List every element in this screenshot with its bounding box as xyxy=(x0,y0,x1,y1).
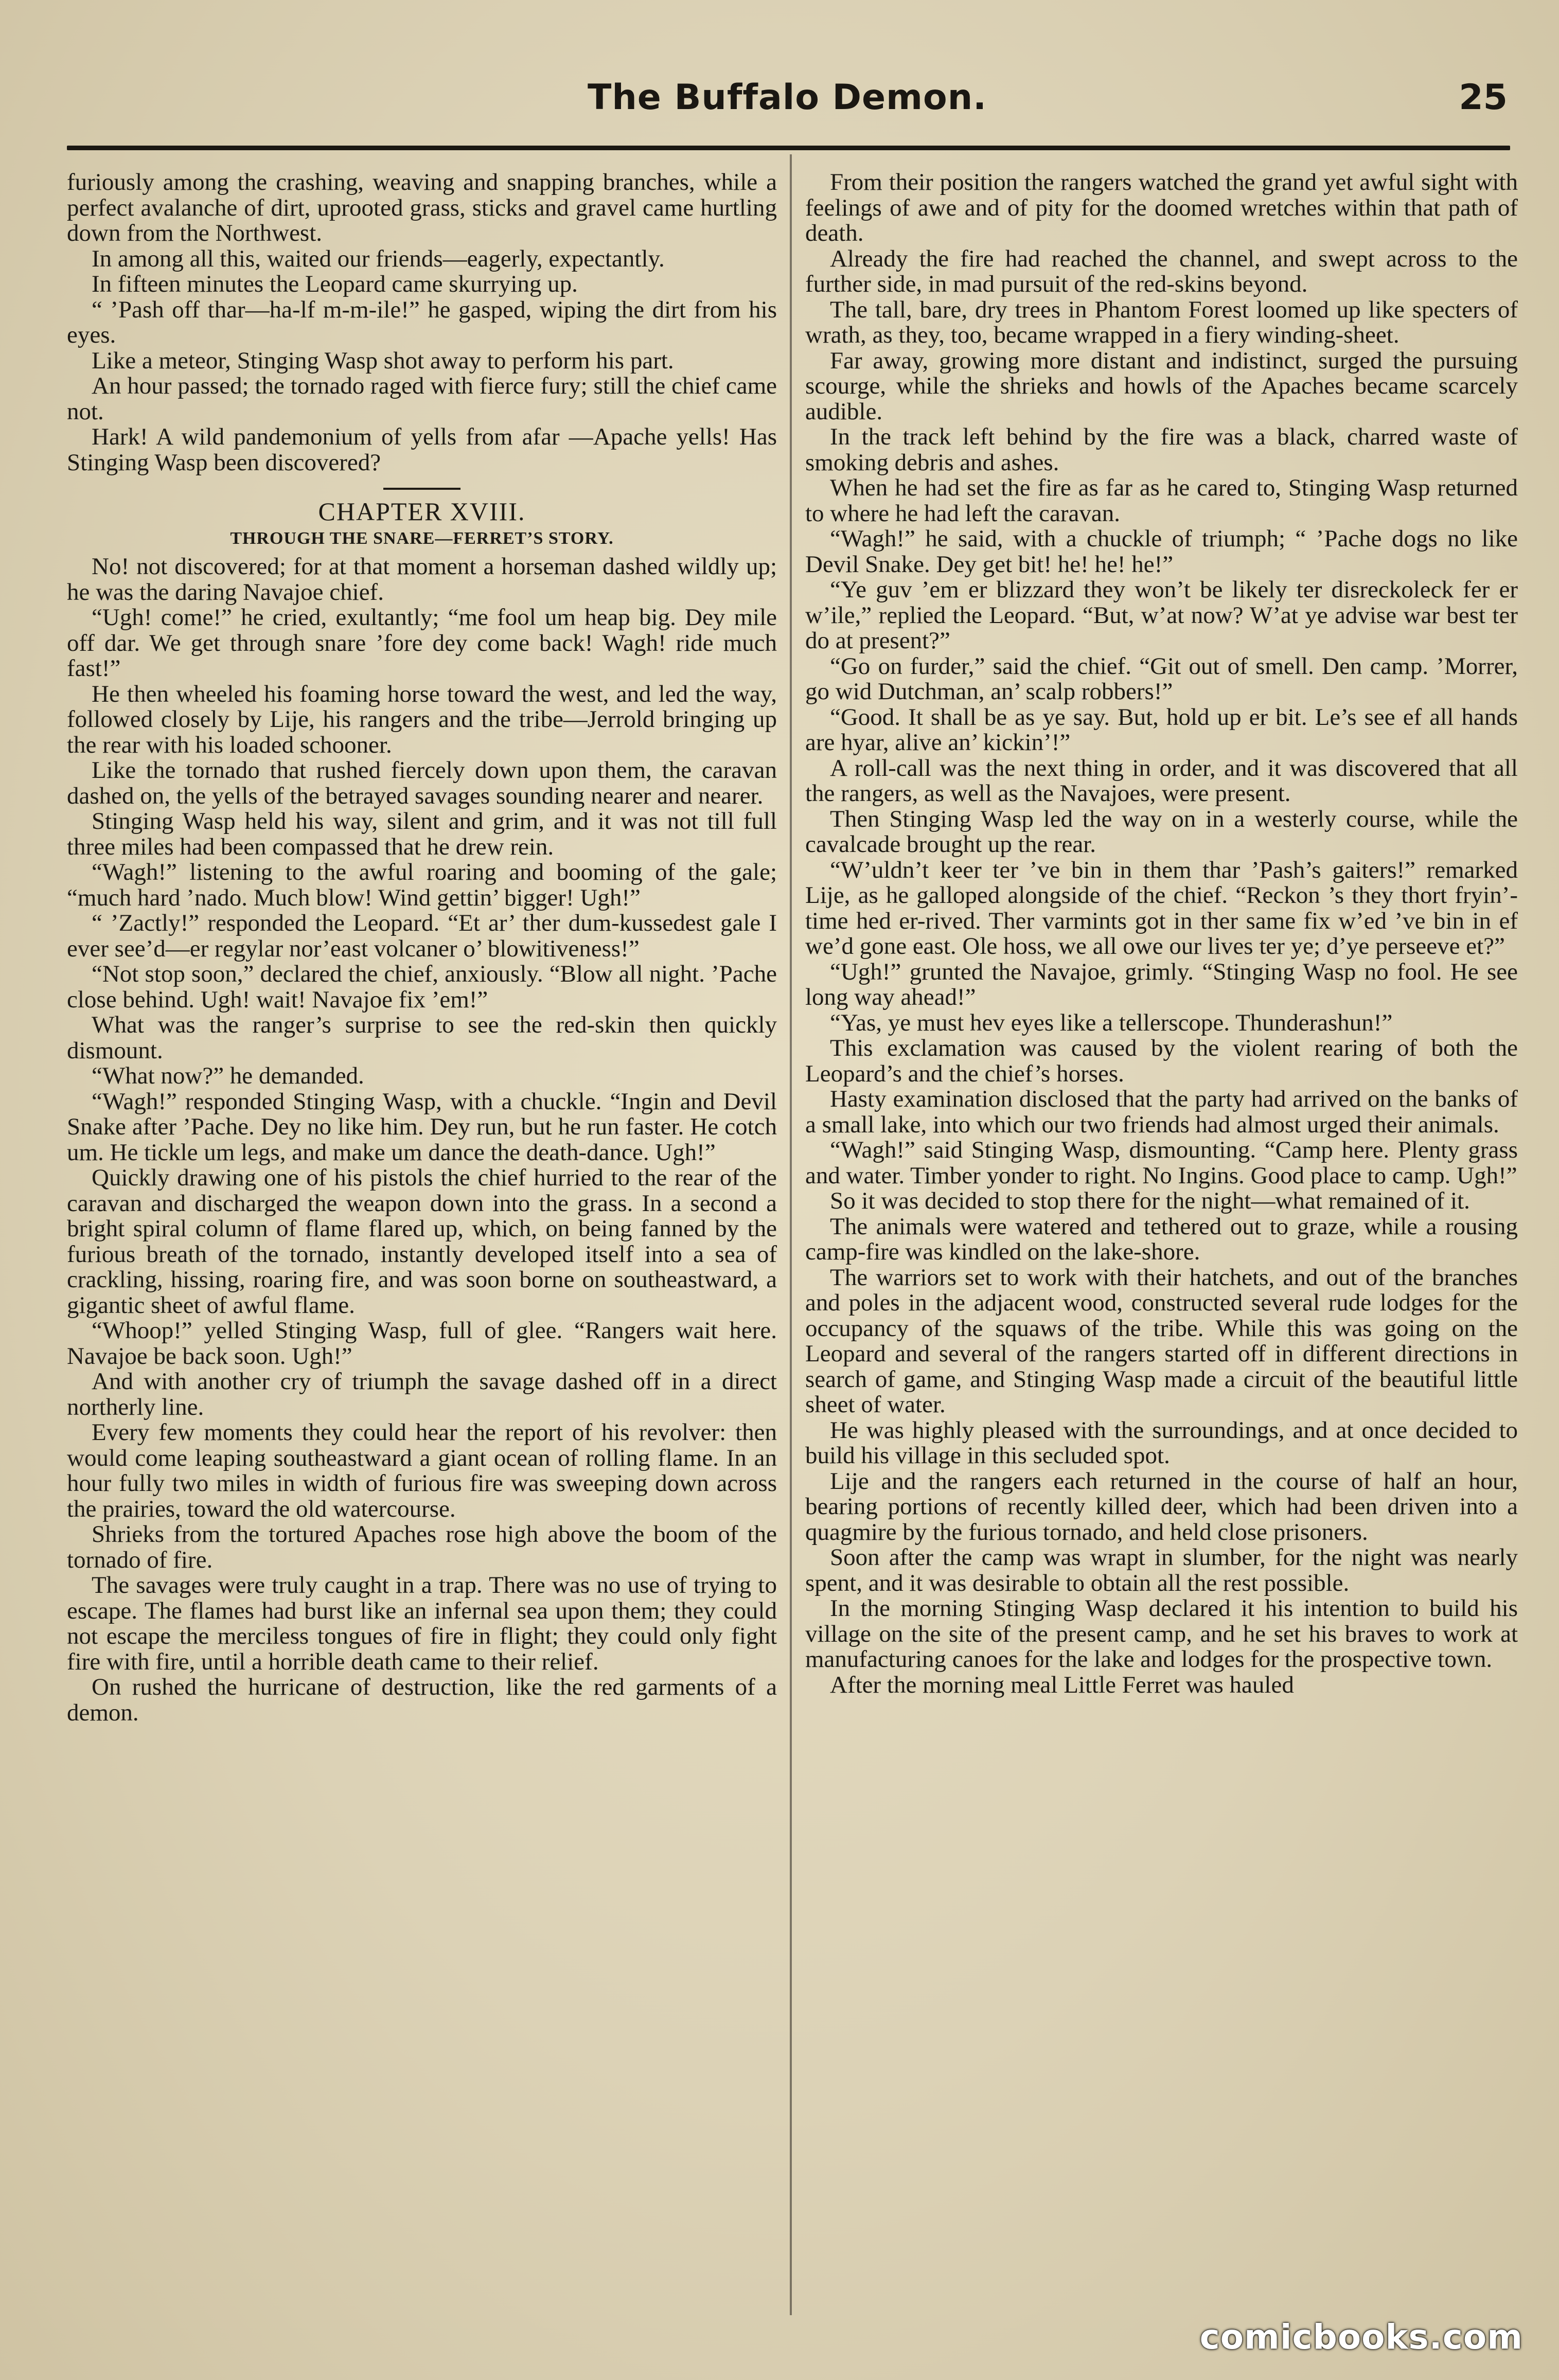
chapter-title: CHAPTER XVIII. xyxy=(318,497,526,526)
paragraph: Quickly drawing one of his pistols the chief hurried to the rear of the caravan and discharged the weapon down into the grass. In a second a bright spiral column of flame flared up, which, on being fanned by the furious breath of the tornado, instantly developed itself into a sea of crackling, hissing, roaring fire, and was soon borne on southeastward, a gigantic sheet of awful flame. xyxy=(67,1164,777,1319)
paragraph: “Ugh!” grunted the Navajoe, grimly. “Stinging Wasp no fool. He see long way ahead!” xyxy=(805,958,1518,1010)
paragraph: “Wagh!” responded Stinging Wasp, with a chuckle. “Ingin and Devil Snake after ’Pache. Dey no like him. Dey run, but he run faster. He cotch um. He tickle um legs, and make um dance the death-dance. Ugh!” xyxy=(67,1088,777,1166)
header-rule xyxy=(67,146,1510,150)
paragraph: In the morning Stinging Wasp declared it his intention to build his village on the site of the present camp, and he set his braves to work at manufacturing canoes for the lake and lodges for the prospective town. xyxy=(805,1595,1518,1673)
paragraph: “Whoop!” yelled Stinging Wasp, full of glee. “Rangers wait here. Navajoe be back soon. Ugh!” xyxy=(67,1317,777,1370)
paragraph: After the morning meal Little Ferret was hauled xyxy=(830,1671,1294,1698)
paragraph: The tall, bare, dry trees in Phantom Forest loomed up like specters of wrath, as they, too, became wrapped in a fiery winding-sheet. xyxy=(805,296,1518,348)
paragraph: “Yas, ye must hev eyes like a tellerscope. Thunderashun!” xyxy=(830,1009,1393,1036)
paragraph: “Not stop soon,” declared the chief, anxiously. “Blow all night. ’Pache close behind. Ugh! wait! Navajoe fix ’em!” xyxy=(67,961,777,1013)
paragraph: “Wagh!” said Stinging Wasp, dismounting. “Camp here. Plenty grass and water. Timber yonder to right. No Ingins. Good place to camp. Ugh!” xyxy=(805,1136,1518,1189)
paragraph: The savages were truly caught in a trap. There was no use of trying to escape. The flames had burst like an infernal sea upon them; they could not escape the merciless tongues of fire in flight; they could only fight fire with fire, until a horrible death came to their relief. xyxy=(67,1572,777,1675)
paragraph: “Good. It shall be as ye say. But, hold up er bit. Le’s see ef all hands are hyar, alive an’ kickin’!” xyxy=(805,703,1518,756)
paragraph: When he had set the fire as far as he cared to, Stinging Wasp returned to where he had left the caravan. xyxy=(805,474,1518,527)
paragraph: “Wagh!” listening to the awful roaring and booming of the gale; “much hard ’nado. Much blow! Wind gettin’ bigger! Ugh!” xyxy=(67,859,777,911)
paragraph: Every few moments they could hear the report of his revolver: then would come leaping southeastward a giant ocean of rolling flame. In an hour fully two miles in width of furious fire was sweeping down across the prairies, toward the old watercourse. xyxy=(67,1419,777,1522)
paragraph: “Wagh!” he said, with a chuckle of triumph; “ ’Pache dogs no like Devil Snake. Dey get bit! he! he! he!” xyxy=(805,525,1518,578)
chapter-rule xyxy=(383,488,460,490)
paragraph: “W’uldn’t keer ter ’ve bin in them thar ’Pash’s gaiters!” remarked Lije, as he galloped alongside of the chief. “Reckon ’s they thort fryin’-time hed er-rived. Ther varmints got in ther same fix w’ed ’ve bin in ef we’d gone east. Ole hoss, we all owe our lives ter ye; d’ye perseeve et?” xyxy=(805,856,1518,960)
paragraph: “What now?” he demanded. xyxy=(92,1062,364,1089)
paragraph: “ ’Pash off thar—ha-lf m-m-ile!” he gasped, wiping the dirt from his eyes. xyxy=(67,296,777,348)
paragraph: In among all this, waited our friends—eagerly, expectantly. xyxy=(92,245,665,272)
paragraph: Far away, growing more distant and indistinct, surged the pursuing scourge, while the shrieks and howls of the Apaches became scarcely audible. xyxy=(805,347,1518,425)
paragraph: furiously among the crashing, weaving and snapping branches, while a perfect avalanche of dirt, uprooted grass, sticks and gravel came hurtling down from the Northwest. xyxy=(67,169,777,246)
column-divider xyxy=(790,154,792,2315)
paragraph: What was the ranger’s surprise to see the red-skin then quickly dismount. xyxy=(67,1011,777,1064)
paragraph: An hour passed; the tornado raged with fierce fury; still the chief came not. xyxy=(67,372,777,425)
page-number: 25 xyxy=(1459,77,1508,118)
paragraph: Shrieks from the tortured Apaches rose high above the boom of the tornado of fire. xyxy=(67,1521,777,1573)
paragraph: So it was decided to stop there for the night—what remained of it. xyxy=(830,1187,1470,1214)
source-watermark: comicbooks.com xyxy=(1199,2317,1523,2357)
paragraph: On rushed the hurricane of destruction, like the red garments of a demon. xyxy=(67,1674,777,1726)
paragraph: “ ’Zactly!” responded the Leopard. “Et ar’ ther dum-kussedest gale I ever see’d—er regylar nor’east volcaner o’ blowitiveness!” xyxy=(67,910,777,962)
paragraph: “Go on furder,” said the chief. “Git out of smell. Den camp. ’Morrer, go wid Dutchman, an’ scalp robbers!” xyxy=(805,652,1518,705)
chapter-subtitle: THROUGH THE SNARE—FERRET’S STORY. xyxy=(230,528,614,548)
right-column xyxy=(805,170,1518,1698)
paragraph: A roll-call was the next thing in order, and it was discovered that all the rangers, as well as the Navajoes, were present. xyxy=(805,754,1518,807)
paragraph: The animals were watered and tethered out to graze, while a rousing camp-fire was kindled on the lake-shore. xyxy=(805,1213,1518,1265)
paragraph: And with another cry of triumph the savage dashed off in a direct northerly line. xyxy=(67,1368,777,1420)
paragraph: Lije and the rangers each returned in the course of half an hour, bearing portions of recently killed deer, which had been driven into a quagmire by the furious tornado, and held close prisoners. xyxy=(805,1467,1518,1546)
paragraph: Hasty examination disclosed that the party had arrived on the banks of a small lake, into which our two friends had almost urged their animals. xyxy=(805,1086,1518,1138)
paragraph: Soon after the camp was wrapt in slumber, for the night was nearly spent, and it was desirable to obtain all the rest possible. xyxy=(805,1544,1518,1596)
paragraph: Stinging Wasp held his way, silent and grim, and it was not till full three miles had been compassed that he drew rein. xyxy=(67,808,777,860)
paragraph: In the track left behind by the fire was a black, charred waste of smoking debris and ashes. xyxy=(805,423,1518,476)
paragraph: The warriors set to work with their hatchets, and out of the branches and poles in the adjacent wood, constructed several rude lodges for the occupancy of the squaws of the tribe. While this was going on the Leopard and several of the rangers started off in different directions in search of game, and Stinging Wasp made a circuit of the beautiful little sheet of water. xyxy=(805,1264,1518,1418)
paragraph: Hark! A wild pandemonium of yells from afar —Apache yells! Has Stinging Wasp been discovered? xyxy=(67,423,777,476)
paragraph: “Ugh! come!” he cried, exultantly; “me fool um heap big. Dey mile off dar. We get through snare ’fore dey come back! Wagh! ride much fast!” xyxy=(67,604,777,682)
paragraph: “Ye guv ’em er blizzard they won’t be likely ter disreckoleck fer er w’ile,” replied the Leopard. “But, w’at now? W’at ye advise war best ter do at present?” xyxy=(805,576,1518,654)
running-title: The Buffalo Demon. xyxy=(588,77,987,118)
paragraph: No! not discovered; for at that moment a horseman dashed wildly up; he was the daring Navajoe chief. xyxy=(67,553,777,606)
paragraph: In fifteen minutes the Leopard came skurrying up. xyxy=(92,271,578,297)
paragraph: He then wheeled his foaming horse toward the west, and led the way, followed closely by Lije, his rangers and the tribe—Jerrold bringing up the rear with his loaded schooner. xyxy=(67,680,777,758)
paragraph: Then Stinging Wasp led the way on in a westerly course, while the cavalcade brought up the rear. xyxy=(805,805,1518,858)
paragraph: Like the tornado that rushed fiercely down upon them, the caravan dashed on, the yells of the betrayed savages sounding nearer and nearer. xyxy=(67,757,777,809)
page-header xyxy=(67,77,1508,134)
paragraph: Already the fire had reached the channel, and swept across to the further side, in mad pursuit of the red-skins beyond. xyxy=(805,245,1518,297)
left-column xyxy=(67,170,777,1726)
paragraph: From their position the rangers watched the grand yet awful sight with feelings of awe and of pity for the doomed wretches within that path of death. xyxy=(805,169,1518,246)
paragraph: This exclamation was caused by the violent rearing of both the Leopard’s and the chief’s horses. xyxy=(805,1035,1518,1087)
paragraph: He was highly pleased with the surroundings, and at once decided to build his village in this secluded spot. xyxy=(805,1416,1518,1469)
paragraph: Like a meteor, Stinging Wasp shot away to perform his part. xyxy=(92,347,674,374)
